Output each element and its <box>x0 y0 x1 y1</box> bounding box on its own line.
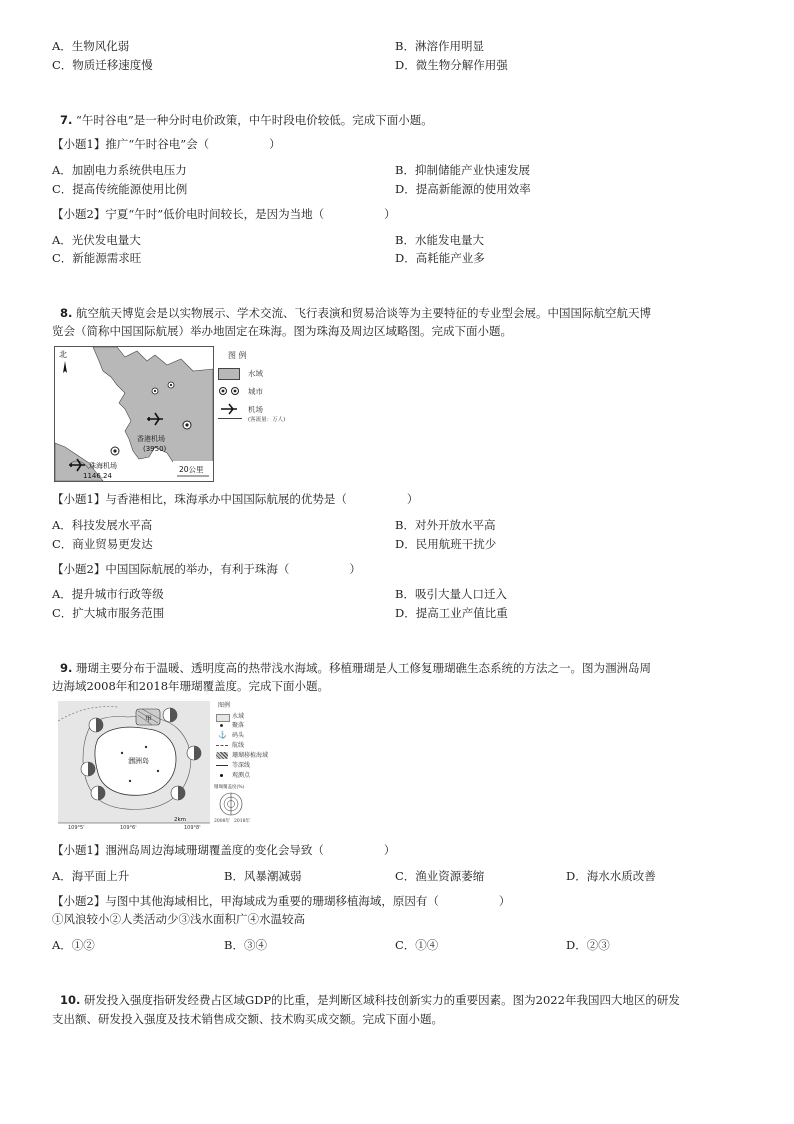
q8-s1-option-b: B．对外开放水平高 <box>395 518 496 532</box>
q9-stem-line2: 边海域2008年和2018年珊瑚覆盖度。完成下面小题。 <box>52 679 330 693</box>
legend-contour: 等深线 <box>232 762 251 769</box>
legend-city: 城市 <box>248 387 263 396</box>
north-arrow-icon <box>63 361 67 373</box>
q9-s2-option-d: D．②③ <box>566 938 610 952</box>
q8-s1-option-c: C．商业贸易更发达 <box>52 537 153 551</box>
q8-s2-option-b: B．吸引大量人口迁入 <box>395 587 507 601</box>
legend-year-2008: 2008年 <box>214 819 230 824</box>
zhuhai-map <box>54 346 214 482</box>
legend-obs: 观测点 <box>232 772 251 779</box>
q8-sub2-prompt: 【小题2】中国国际航展的举办，有利于珠海（ ） <box>52 562 361 576</box>
route-line <box>216 745 228 746</box>
q7-s1-option-c: C．提高传统能源使用比例 <box>52 182 188 196</box>
q9-s2-statements: ①风浪较小②人类活动少③浅水面积广④水温较高 <box>52 912 305 926</box>
hk-airport-value: (3950) <box>143 445 167 453</box>
q10-stem-line2: 支出额、研发投入强度及技术销售成交额、技术购买成交额。完成下面小题。 <box>52 1012 443 1026</box>
jia-label: 甲 <box>145 715 152 723</box>
legend-water: 水域 <box>232 713 245 720</box>
island-label: 涠洲岛 <box>128 757 149 765</box>
q9-s1-option-c: C．渔业资源萎缩 <box>395 869 485 883</box>
q9-stem-line1 <box>60 660 651 676</box>
q7-s2-option-b: B．水能发电量大 <box>395 233 484 247</box>
q7-s2-option-a: A．光伏发电量大 <box>52 233 141 247</box>
q9-s2-option-a: A．①② <box>52 938 95 952</box>
q8-s1-option-d: D．民用航班干扰少 <box>395 537 497 551</box>
q7-stem <box>60 112 433 128</box>
question-number: 9. <box>60 661 73 675</box>
north-label: 北 <box>59 350 67 359</box>
q7-s1-option-a: A．加剧电力系统供电压力 <box>52 163 187 177</box>
legend-year-2018: 2018年 <box>234 819 250 824</box>
question-text: 珊瑚主要分布于温暖、透明度高的热带浅水海域。移植珊瑚是人工修复珊瑚礁生态系统的方法之一。图为涠洲岛周 <box>76 661 652 675</box>
question-number: 8. <box>60 306 73 320</box>
lon-label-1: 109°5' <box>68 825 85 829</box>
q9-s1-option-b: B．风暴潮减弱 <box>224 869 302 883</box>
question-number: 7. <box>60 113 73 127</box>
question-text: 研发投入强度指研发经费占区域GDP的比重，是判断区域科技创新实力的重要因素。图为2022年我国四大地区的研发 <box>84 993 680 1007</box>
zh-airport-value: 1146.24 <box>83 472 112 480</box>
legend-airport: 机场 <box>248 405 263 414</box>
option-c: C．物质迁移速度慢 <box>52 58 153 72</box>
legend-route: 航线 <box>232 742 245 749</box>
legend-title: 图 例 <box>228 351 247 360</box>
zh-airport-label: 珠海机场 <box>89 462 117 470</box>
q8-sub1-prompt: 【小题1】与香港相比，珠海承办中国国际航展的优势是（ ） <box>52 492 419 506</box>
option-a: A．生物风化弱 <box>52 39 130 53</box>
water-swatch <box>218 368 240 380</box>
village-dot <box>220 724 223 727</box>
question-text: “午时谷电”是一种分时电价政策，中午时段电价较低。完成下面小题。 <box>76 113 433 127</box>
q9-s1-option-d: D．海水水质改善 <box>566 869 656 883</box>
q8-s2-option-c: C．扩大城市服务范围 <box>52 606 165 620</box>
q7-s1-option-d: D．提高新能源的使用效率 <box>395 182 531 196</box>
contour-line <box>216 765 228 766</box>
q10-stem-line1 <box>60 992 680 1008</box>
q7-s2-option-d: D．高耗能产业多 <box>395 251 485 265</box>
zhuhai-legend <box>218 350 298 430</box>
obs-dot <box>220 774 223 777</box>
scale-label: 2km <box>174 817 187 823</box>
q8-s2-option-a: A．提升城市行政等级 <box>52 587 164 601</box>
q7-sub2-prompt: 【小题2】宁夏“午时”低价电时间较长，是因为当地（ ） <box>52 207 396 221</box>
hk-airport-label: 香港机场 <box>137 435 165 443</box>
q9-s1-option-a: A．海平面上升 <box>52 869 130 883</box>
water-swatch <box>216 714 230 722</box>
q9-s2-option-c: C．①④ <box>395 938 439 952</box>
coral-swatch <box>216 752 228 759</box>
q7-s2-option-c: C．新能源需求旺 <box>52 251 142 265</box>
q8-s1-option-a: A．科技发展水平高 <box>52 518 153 532</box>
weizhou-map <box>58 701 210 829</box>
option-b: B．淋溶作用明显 <box>395 39 484 53</box>
lon-label-3: 109°8' <box>184 825 201 829</box>
legend-cover: 珊瑚覆盖度(%) <box>214 785 245 790</box>
legend-water: 水域 <box>248 369 263 378</box>
q7-sub1-prompt: 【小题1】推广“午时谷电”会（ ） <box>52 137 281 151</box>
q8-stem-line2: 览会（简称中国国际航展）举办地固定在珠海。图为珠海及周边区域略图。完成下面小题。 <box>52 324 512 338</box>
weizhou-legend <box>214 701 284 829</box>
q8-stem-line1 <box>60 305 651 321</box>
scale-label: 20公里 <box>179 465 204 474</box>
q9-s2-option-b: B．③④ <box>224 938 267 952</box>
lon-label-2: 109°6' <box>120 825 137 829</box>
option-d: D．微生物分解作用强 <box>395 58 508 72</box>
q8-s2-option-d: D．提高工业产值比重 <box>395 606 508 620</box>
legend-rule <box>218 418 242 419</box>
legend-airport-note: (客流量：万人) <box>248 417 286 423</box>
legend-title: 图例 <box>218 702 231 709</box>
legend-coral: 珊瑚移植海域 <box>232 752 269 759</box>
legend-pier: 码头 <box>232 732 245 739</box>
question-text: 航空航天博览会是以实物展示、学术交流、飞行表演和贸易洽谈等为主要特征的专业型会展。中国国际航空航天博 <box>76 306 652 320</box>
q9-sub2-prompt: 【小题2】与图中其他海域相比，甲海域成为重要的珊瑚移植海域，原因有（ ） <box>52 894 511 908</box>
legend-village: 聚落 <box>232 722 245 729</box>
q7-s1-option-b: B．抑制储能产业快速发展 <box>395 163 530 177</box>
coverage-key-icon <box>216 791 246 817</box>
anchor-icon: ⚓ <box>218 731 227 739</box>
q9-sub1-prompt: 【小题1】涠洲岛周边海域珊瑚覆盖度的变化会导致（ ） <box>52 843 396 857</box>
question-number: 10. <box>60 993 81 1007</box>
airport-icon <box>220 403 238 415</box>
